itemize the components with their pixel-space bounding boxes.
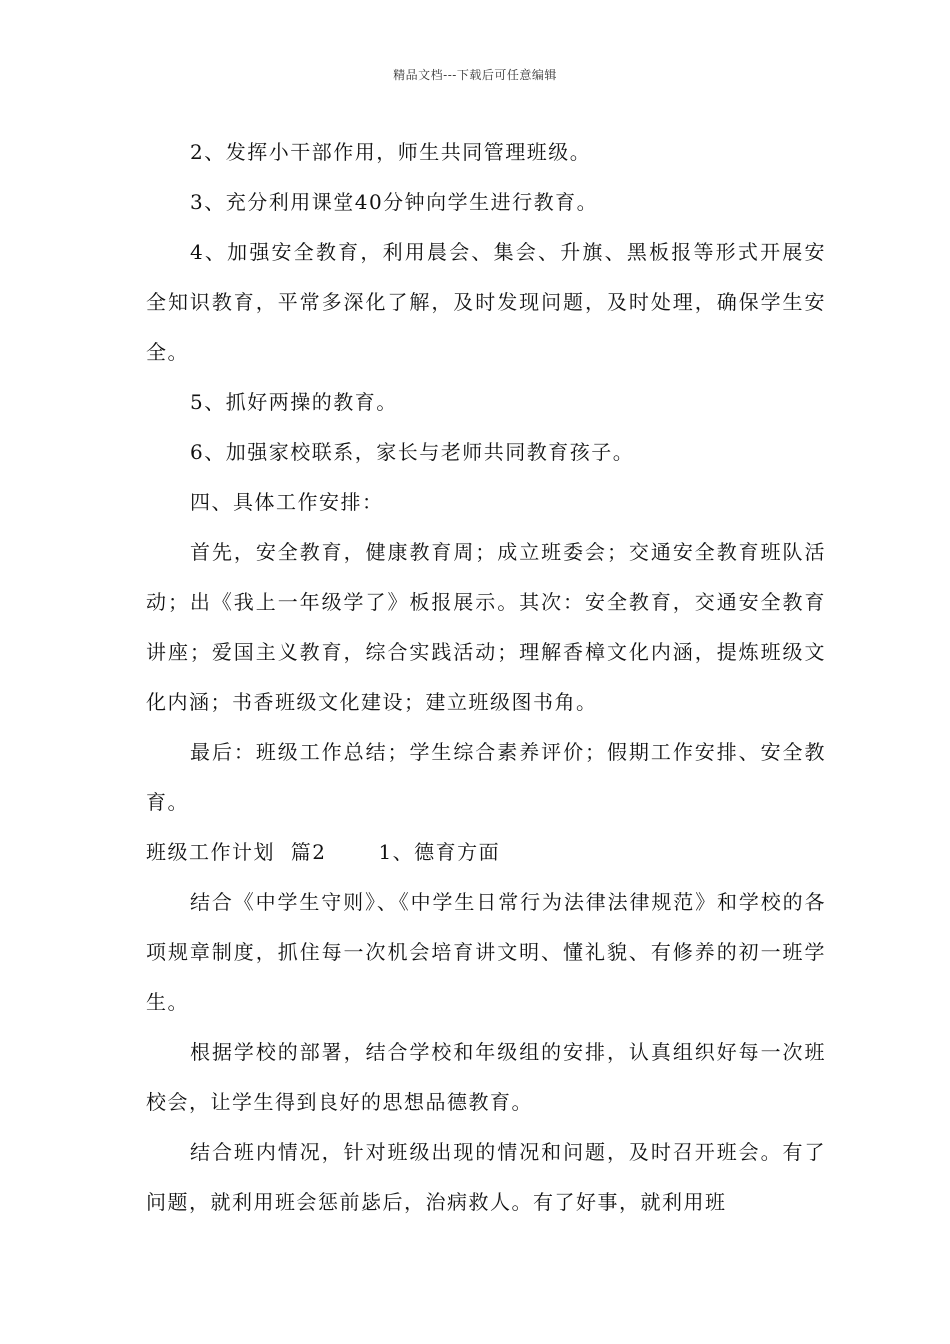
paragraph-item-4: 4、加强安全教育，利用晨会、集会、升旗、黑板报等形式开展安全知识教育，平常多深化了解，及时发现问题，及时处理，确保学生安全。 bbox=[146, 240, 826, 364]
page-header: 精品文档---下载后可任意编辑 bbox=[393, 68, 557, 82]
section-title-line bbox=[146, 827, 826, 877]
paragraph-item-3: 3、充分利用课堂40分钟向学生进行教育。 bbox=[190, 190, 599, 214]
section-heading-schedule: 四、具体工作安排： bbox=[190, 490, 384, 514]
moral-education-heading: 1、德育方面 bbox=[378, 840, 501, 864]
paragraph-item-6: 6、加强家校联系，家长与老师共同教育孩子。 bbox=[190, 440, 635, 464]
paragraph-schedule-first: 首先，安全教育，健康教育周；成立班委会；交通安全教育班队活动；出《我上一年级学了》板报展示。其次：安全教育，交通安全教育讲座；爱国主义教育，综合实践活动；理解香樟文化内涵，提炼班级文化内涵；书香班级文化建设；建立班级图书角。 bbox=[146, 540, 826, 714]
paragraph-moral-rules: 结合《中学生守则》、《中学生日常行为法律法律规范》和学校的各项规章制度，抓住每一次机会培育讲文明、懂礼貌、有修养的初一班学生。 bbox=[146, 890, 826, 1014]
document-body bbox=[146, 127, 826, 1227]
paragraph-schedule-last: 最后：班级工作总结；学生综合素养评价；假期工作安排、安全教育。 bbox=[146, 740, 826, 814]
plan-title: 班级工作计划 篇2 bbox=[146, 840, 327, 864]
paragraph-item-5: 5、抓好两操的教育。 bbox=[190, 390, 398, 414]
paragraph-class-situation: 结合班内情况，针对班级出现的情况和问题，及时召开班会。有了问题，就利用班会惩前毖后，治病救人。有了好事，就利用班 bbox=[146, 1140, 826, 1214]
paragraph-class-meeting: 根据学校的部署，结合学校和年级组的安排，认真组织好每一次班校会，让学生得到良好的思想品德教育。 bbox=[146, 1040, 826, 1114]
paragraph-item-2: 2、发挥小干部作用，师生共同管理班级。 bbox=[190, 140, 592, 164]
